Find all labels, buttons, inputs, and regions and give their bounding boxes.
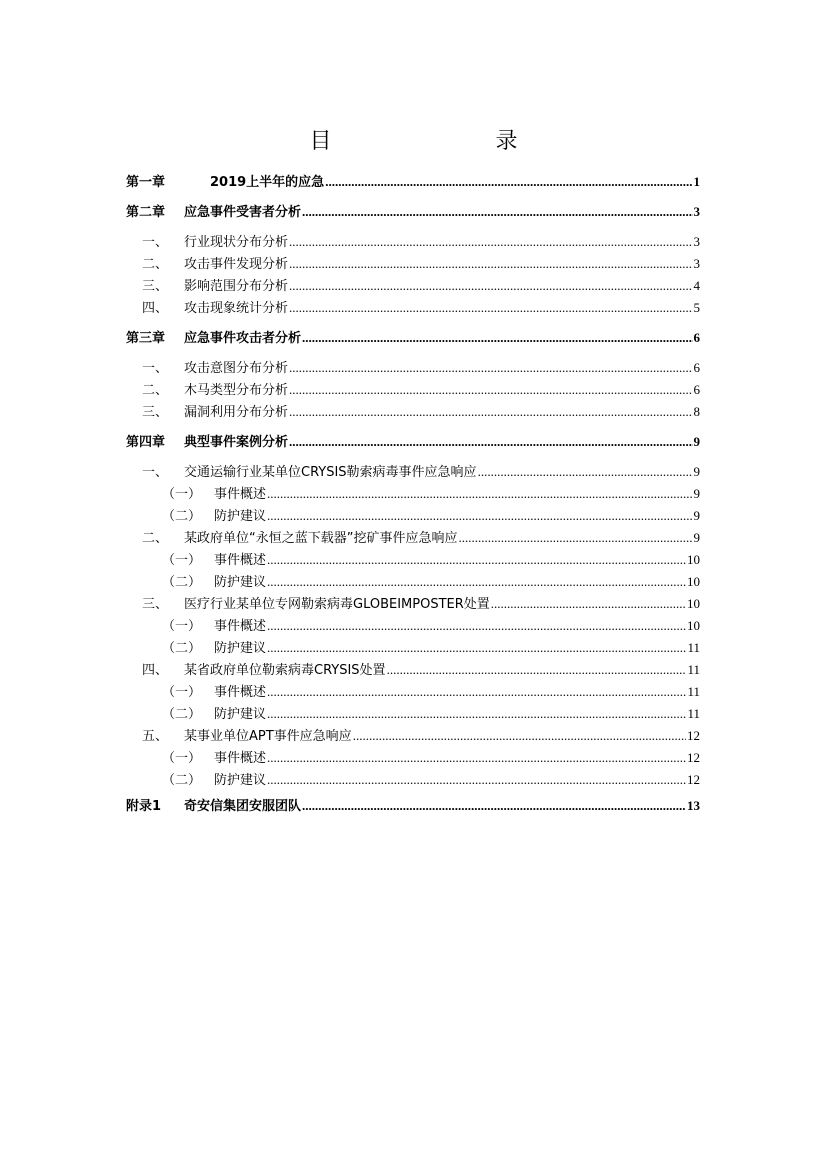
toc-entry-number: （一） bbox=[162, 619, 202, 634]
toc-leader-dots bbox=[289, 256, 692, 272]
toc-entry-title: 2019上半年的应急 bbox=[184, 175, 325, 190]
toc-leader-dots bbox=[267, 508, 692, 524]
toc-entry-title: 防护建议 bbox=[214, 575, 267, 590]
toc-page-number: 10 bbox=[687, 596, 700, 611]
toc-entry-number: 附录1 bbox=[126, 799, 162, 814]
toc-entry-sub[interactable] bbox=[126, 502, 700, 524]
toc-entry-title: 行业现状分布分析 bbox=[184, 235, 289, 250]
toc-page-number: 9 bbox=[693, 530, 700, 545]
toc-entry-sub[interactable] bbox=[126, 612, 700, 634]
toc-leader-dots bbox=[491, 596, 686, 612]
toc-entry-title: 奇安信集团安服团队 bbox=[184, 799, 302, 814]
page-title: 目 录 bbox=[309, 129, 558, 154]
toc-entry-sub[interactable] bbox=[126, 546, 700, 568]
toc-entry-sub[interactable] bbox=[126, 700, 700, 722]
toc-leader-dots bbox=[353, 728, 686, 744]
toc-entry-chapter[interactable] bbox=[126, 168, 700, 190]
toc-page-number: 5 bbox=[693, 300, 700, 315]
toc-entry-number: 二、 bbox=[142, 531, 169, 546]
toc-entry-number: 第四章 bbox=[126, 435, 166, 450]
toc-entry-title: 防护建议 bbox=[214, 773, 267, 788]
toc-entry-title: 攻击事件发现分析 bbox=[184, 257, 289, 272]
toc-entry-section[interactable] bbox=[126, 458, 700, 480]
toc-entry-sub[interactable] bbox=[126, 766, 700, 788]
toc-page-number: 11 bbox=[687, 662, 700, 677]
toc-entry-section[interactable] bbox=[126, 272, 700, 294]
toc-entry-section[interactable] bbox=[126, 376, 700, 398]
toc-entry-number: 一、 bbox=[142, 361, 169, 376]
toc-page-number: 3 bbox=[693, 234, 700, 249]
toc-entry-title: 某事业单位APT事件应急响应 bbox=[184, 729, 352, 744]
toc-leader-dots bbox=[302, 204, 692, 220]
toc-entry-title: 某政府单位“永恒之蓝下载器”挖矿事件应急响应 bbox=[184, 531, 458, 546]
toc-entry-section[interactable] bbox=[126, 228, 700, 250]
toc-entry-title: 攻击现象统计分析 bbox=[184, 301, 289, 316]
toc-leader-dots bbox=[289, 278, 692, 294]
toc-entry-number: 三、 bbox=[142, 597, 169, 612]
toc-leader-dots bbox=[267, 552, 686, 568]
toc-page-number: 6 bbox=[693, 330, 700, 345]
toc-entry-number: 第三章 bbox=[126, 331, 166, 346]
toc-entry-title: 防护建议 bbox=[214, 509, 267, 524]
toc-leader-dots bbox=[289, 234, 692, 250]
toc-entry-number: （二） bbox=[162, 773, 202, 788]
toc-entry-title: 漏洞利用分布分析 bbox=[184, 405, 289, 420]
toc-leader-dots bbox=[267, 618, 686, 634]
toc-page-number: 9 bbox=[693, 508, 700, 523]
toc-leader-dots bbox=[289, 404, 692, 420]
toc-page-number: 11 bbox=[687, 706, 700, 721]
toc-entry-number: 三、 bbox=[142, 279, 169, 294]
toc-entry-title: 典型事件案例分析 bbox=[184, 435, 289, 450]
toc-leader-dots bbox=[302, 798, 686, 814]
toc-page-number: 10 bbox=[687, 552, 700, 567]
toc-page-number: 12 bbox=[687, 772, 700, 787]
toc-page-number: 6 bbox=[693, 360, 700, 375]
toc-entry-title: 应急事件攻击者分析 bbox=[184, 331, 302, 346]
toc-entry-title: 应急事件受害者分析 bbox=[184, 205, 302, 220]
toc-entry-title: 某省政府单位勒索病毒CRYSIS处置 bbox=[184, 663, 386, 678]
toc-entry-title: 事件概述 bbox=[214, 751, 267, 766]
toc-page-number: 10 bbox=[687, 574, 700, 589]
toc-entry-section[interactable] bbox=[126, 354, 700, 376]
toc-leader-dots bbox=[267, 772, 686, 788]
toc-leader-dots bbox=[289, 382, 692, 398]
toc-entry-sub[interactable] bbox=[126, 634, 700, 656]
toc-entry-sub[interactable] bbox=[126, 744, 700, 766]
toc-entry-number: 二、 bbox=[142, 383, 169, 398]
toc-entry-title: 防护建议 bbox=[214, 641, 267, 656]
toc-leader-dots bbox=[267, 750, 686, 766]
toc-page-number: 13 bbox=[687, 798, 700, 813]
toc-entry-section[interactable] bbox=[126, 722, 700, 744]
toc-entry-section[interactable] bbox=[126, 656, 700, 678]
toc-page-number: 10 bbox=[687, 618, 700, 633]
toc-page-number: 9 bbox=[693, 434, 700, 449]
toc-entry-number: 五、 bbox=[142, 729, 169, 744]
toc-entry-title: 事件概述 bbox=[214, 685, 267, 700]
toc-entry-number: 第二章 bbox=[126, 205, 166, 220]
toc-entry-sub[interactable] bbox=[126, 480, 700, 502]
toc-leader-dots bbox=[302, 330, 692, 346]
toc-entry-title: 攻击意图分布分析 bbox=[184, 361, 289, 376]
toc-entry-title: 事件概述 bbox=[214, 487, 267, 502]
toc-entry-sub[interactable] bbox=[126, 678, 700, 700]
toc-leader-dots bbox=[289, 360, 692, 376]
toc-entry-title: 交通运输行业某单位CRYSIS勒索病毒事件应急响应 bbox=[184, 465, 477, 480]
toc-entry-sub[interactable] bbox=[126, 568, 700, 590]
toc-leader-dots bbox=[478, 464, 693, 480]
toc-entry-section[interactable] bbox=[126, 250, 700, 272]
toc-entry-number: （二） bbox=[162, 575, 202, 590]
toc-page-number: 12 bbox=[687, 750, 700, 765]
toc-entry-title: 木马类型分布分析 bbox=[184, 383, 289, 398]
toc-entry-title: 防护建议 bbox=[214, 707, 267, 722]
toc-entry-number: （一） bbox=[162, 487, 202, 502]
toc-entry-chapter[interactable] bbox=[126, 792, 700, 814]
toc-entry-number: 一、 bbox=[142, 465, 169, 480]
toc-entry-title: 事件概述 bbox=[214, 619, 267, 634]
toc-page-number: 6 bbox=[693, 382, 700, 397]
toc-leader-dots bbox=[387, 662, 687, 678]
toc-leader-dots bbox=[289, 434, 692, 450]
toc-entry-number: 四、 bbox=[142, 663, 169, 678]
toc-leader-dots bbox=[267, 684, 686, 700]
toc-leader-dots bbox=[267, 640, 686, 656]
toc-page-number: 12 bbox=[687, 728, 700, 743]
toc-leader-dots bbox=[289, 300, 692, 316]
toc-leader-dots bbox=[458, 530, 692, 546]
toc-entry-title: 事件概述 bbox=[214, 553, 267, 568]
toc-entry-number: 第一章 bbox=[126, 175, 166, 190]
toc-entry-number: （一） bbox=[162, 751, 202, 766]
toc-leader-dots bbox=[267, 574, 686, 590]
toc-entry-number: 四、 bbox=[142, 301, 169, 316]
toc-entry-chapter[interactable] bbox=[126, 198, 700, 220]
toc-entry-section[interactable] bbox=[126, 590, 700, 612]
toc-entry-section[interactable] bbox=[126, 294, 700, 316]
toc-leader-dots bbox=[267, 486, 692, 502]
toc-entry-number: 一、 bbox=[142, 235, 169, 250]
toc-entry-number: 三、 bbox=[142, 405, 169, 420]
toc-entry-number: 二、 bbox=[142, 257, 169, 272]
toc-entry-chapter[interactable] bbox=[126, 428, 700, 450]
toc-entry-section[interactable] bbox=[126, 398, 700, 420]
toc-page-number: 11 bbox=[687, 640, 700, 655]
toc-leader-dots bbox=[267, 706, 686, 722]
toc-page-number: 11 bbox=[687, 684, 700, 699]
toc-page-number: 4 bbox=[693, 278, 700, 293]
toc-entry-number: （二） bbox=[162, 509, 202, 524]
toc-page-number: 3 bbox=[693, 256, 700, 271]
toc-page-number: 8 bbox=[693, 404, 700, 419]
toc-page-number: 1 bbox=[693, 174, 700, 189]
toc-entry-number: （一） bbox=[162, 685, 202, 700]
toc-entry-number: （二） bbox=[162, 707, 202, 722]
toc-page-number: 3 bbox=[693, 204, 700, 219]
toc-entry-number: （一） bbox=[162, 553, 202, 568]
toc-leader-dots bbox=[325, 174, 692, 190]
toc-entry-section[interactable] bbox=[126, 524, 700, 546]
toc-entry-title: 影响范围分布分析 bbox=[184, 279, 289, 294]
toc-entry-title: 医疗行业某单位专网勒索病毒GLOBEIMPOSTER处置 bbox=[184, 597, 490, 612]
toc-entry-chapter[interactable] bbox=[126, 324, 700, 346]
toc-page-number: 9 bbox=[693, 464, 700, 479]
toc-entry-number: （二） bbox=[162, 641, 202, 656]
toc-page-number: 9 bbox=[693, 486, 700, 501]
